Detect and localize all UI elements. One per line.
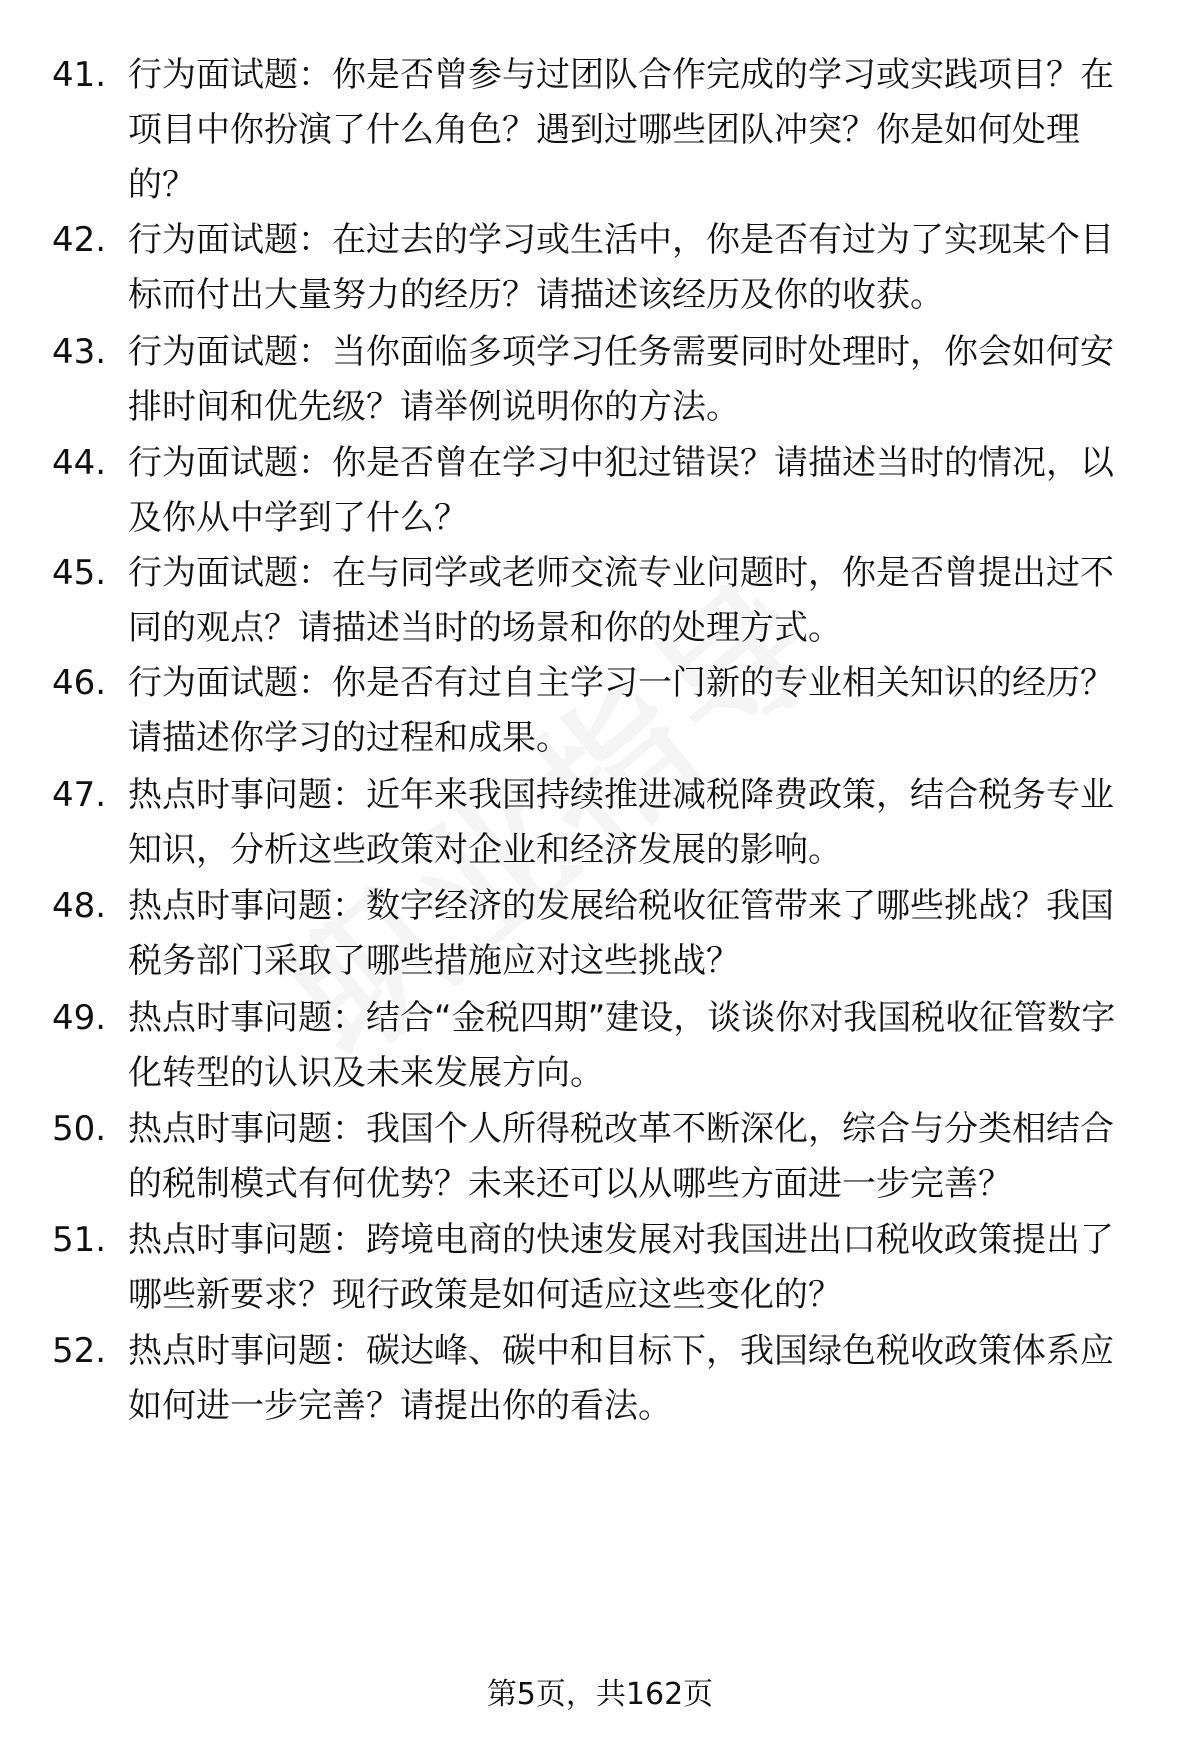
question-number: 51. — [52, 1220, 107, 1260]
question-number: 43. — [52, 332, 107, 372]
question-number: 41. — [52, 55, 107, 95]
question-number: 49. — [52, 998, 107, 1038]
question-number: 45. — [52, 553, 107, 593]
question-number: 44. — [52, 443, 107, 483]
question-number: 52. — [52, 1331, 107, 1371]
question-number: 50. — [52, 1109, 107, 1149]
question-text: 热点时事问题：近年来我国持续推进减税降费政策，结合税务专业知识，分析这些政策对企业和经济发展的影响。 — [128, 775, 1114, 870]
question-text: 热点时事问题：跨境电商的快速发展对我国进出口税收政策提出了哪些新要求？现行政策是如何适应这些变化的？ — [128, 1220, 1114, 1315]
question-text: 行为面试题：当你面临多项学习任务需要同时处理时，你会如何安排时间和优先级？请举例说明你的方法。 — [128, 332, 1114, 427]
question-text: 热点时事问题：数字经济的发展给税收征管带来了哪些挑战？我国税务部门采取了哪些措施应对这些挑战？ — [128, 886, 1114, 981]
question-text: 行为面试题：在与同学或老师交流专业问题时，你是否曾提出过不同的观点？请描述当时的场景和你的处理方式。 — [128, 553, 1114, 648]
question-number: 46. — [52, 663, 107, 703]
question-text: 行为面试题：你是否曾在学习中犯过错误？请描述当时的情况，以及你从中学到了什么？ — [128, 443, 1114, 538]
question-text: 行为面试题：在过去的学习或生活中，你是否有过为了实现某个目标而付出大量努力的经历？请描述该经历及你的收获。 — [128, 220, 1114, 315]
page-footer: 第5页，共162页 — [486, 1677, 714, 1712]
question-text: 热点时事问题：我国个人所得税改革不断深化，综合与分类相结合的税制模式有何优势？未来还可以从哪些方面进一步完善？ — [128, 1109, 1114, 1204]
question-number: 42. — [52, 220, 107, 260]
question-text: 行为面试题：你是否曾参与过团队合作完成的学习或实践项目？在项目中你扮演了什么角色？遇到过哪些团队冲突？你是如何处理的？ — [128, 55, 1114, 205]
question-number: 48. — [52, 886, 107, 926]
question-number: 47. — [52, 775, 107, 815]
question-text: 行为面试题：你是否有过自主学习一门新的专业相关知识的经历？请描述你学习的过程和成果。 — [128, 663, 1114, 758]
question-text: 热点时事问题：碳达峰、碳中和目标下，我国绿色税收政策体系应如何进一步完善？请提出你的看法。 — [128, 1331, 1114, 1426]
question-text: 热点时事问题：结合“金税四期”建设，谈谈你对我国税收征管数字化转型的认识及未来发展方向。 — [128, 998, 1116, 1093]
